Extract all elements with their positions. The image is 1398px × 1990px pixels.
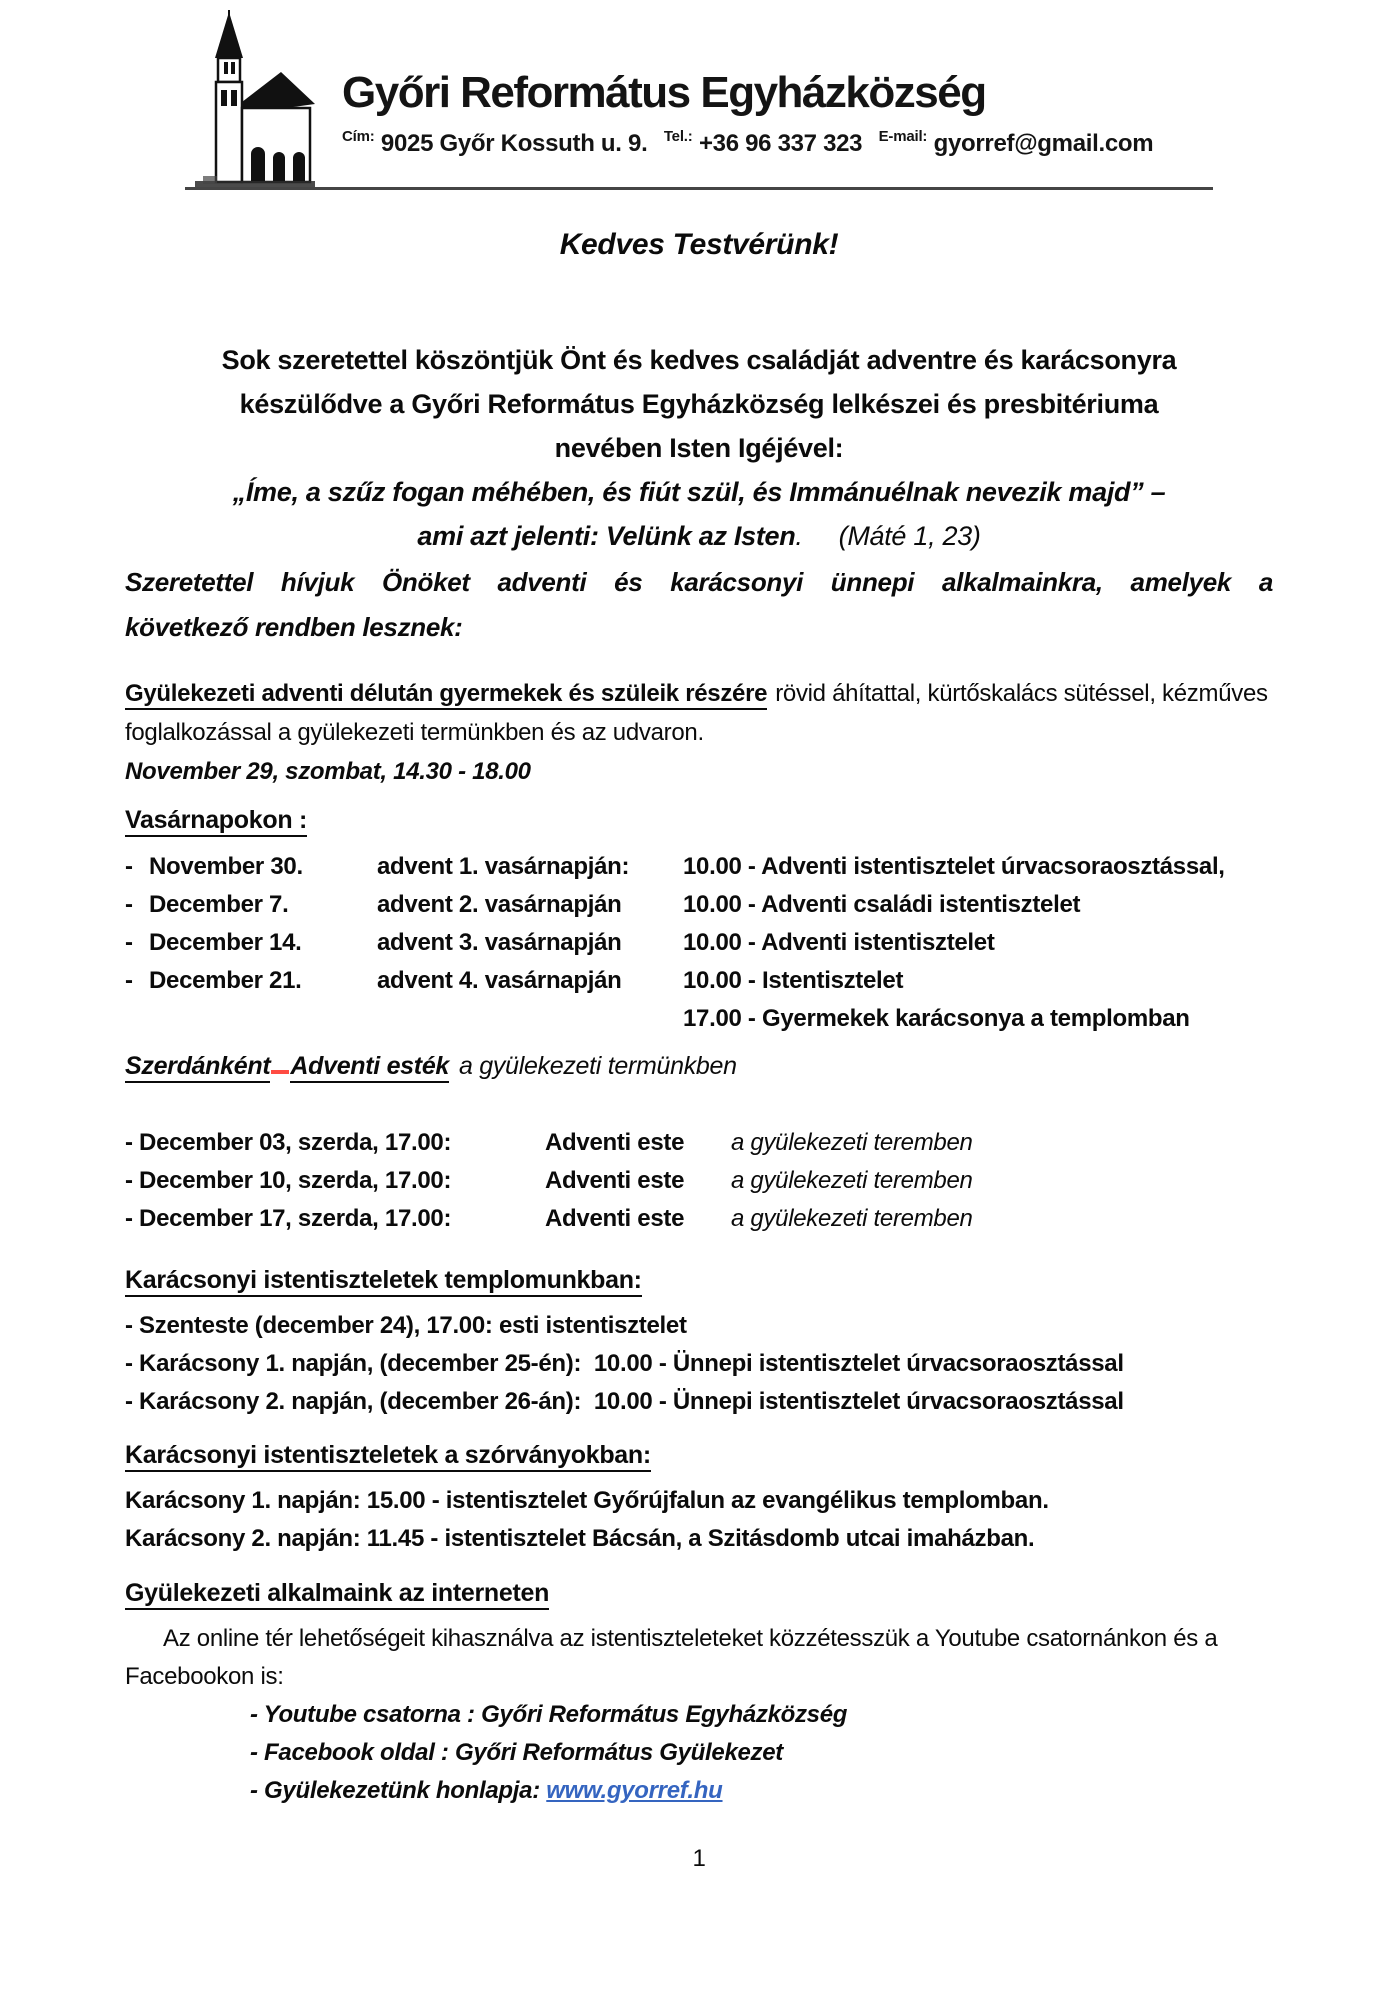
christmas-church-list bbox=[125, 1307, 1273, 1421]
wednesdays-heading-row bbox=[125, 1052, 1273, 1081]
organization-name: Győri Református Egyházközség bbox=[342, 68, 986, 117]
letterhead bbox=[185, 10, 1215, 190]
church-icon bbox=[185, 10, 320, 190]
row-event: Adventi este bbox=[545, 1129, 685, 1156]
wednesdays-heading-rest: a gyülekezeti termünkben bbox=[459, 1052, 737, 1080]
row-event: Adventi este bbox=[545, 1205, 685, 1232]
christmas-church-line: - Karácsony 2. napján, (december 26-án): 10.00 - Ünnepi istentisztelet úrvacsoraosztással bbox=[125, 1388, 1124, 1415]
wednesdays-schedule-table bbox=[125, 1124, 1273, 1238]
row-dash: - bbox=[125, 853, 133, 880]
row-date bbox=[149, 1000, 377, 1038]
invitation-paragraph bbox=[125, 560, 1273, 650]
website-item bbox=[250, 1772, 1273, 1810]
address-value: 9025 Győr Kossuth u. 9. bbox=[380, 130, 648, 157]
row-place: a gyülekezeti teremben bbox=[731, 1167, 973, 1194]
christmas-church-line: - Karácsony 1. napján, (december 25-én): 10.00 - Ünnepi istentisztelet úrvacsoraosztással bbox=[125, 1350, 1124, 1377]
sundays-heading: Vasárnapokon : bbox=[125, 806, 307, 837]
row-occasion: advent 4. vasárnapján bbox=[377, 967, 622, 994]
online-links-list bbox=[250, 1696, 1273, 1810]
row-date: - December 10, szerda, 17.00: bbox=[125, 1167, 452, 1194]
wednesdays-heading-part1: Szerdánként bbox=[125, 1052, 270, 1083]
online-section bbox=[125, 1579, 1273, 1810]
advent-afternoon-date: November 29, szombat, 14.30 - 18.00 bbox=[125, 758, 531, 785]
christmas-diaspora-section bbox=[125, 1441, 1273, 1558]
christmas-diaspora-line: Karácsony 2. napján: 11.45 - istentisztelet Bácsán, a Szitásdomb utcai imaházban. bbox=[125, 1525, 1035, 1552]
christmas-church-line: - Szenteste (december 24), 17.00: esti istentisztelet bbox=[125, 1312, 687, 1339]
row-date: - December 17, szerda, 17.00: bbox=[125, 1205, 452, 1232]
email-value: gyorref@gmail.com bbox=[933, 130, 1154, 157]
salutation: Kedves Testvérünk! bbox=[559, 228, 839, 261]
page-number: 1 bbox=[692, 1845, 706, 1872]
phone-label: Tel.: bbox=[663, 128, 693, 145]
sundays-heading-row bbox=[125, 806, 1273, 835]
row-event: 10.00 - Adventi családi istentisztelet bbox=[683, 891, 1081, 918]
intro-line: nevében Isten Igéjével: bbox=[554, 433, 844, 463]
row-event: 10.00 - Adventi istentisztelet bbox=[683, 929, 995, 956]
row-event: 17.00 - Gyermekek karácsonya a templomban bbox=[683, 1005, 1190, 1032]
header-divider bbox=[185, 187, 1213, 190]
row-dash: - bbox=[125, 967, 133, 994]
address-label: Cím: bbox=[342, 128, 375, 145]
intro-line: Sok szeretettel köszöntjük Önt és kedves családját adventre és karácsonyra bbox=[221, 345, 1177, 375]
row-place: a gyülekezeti teremben bbox=[731, 1205, 973, 1232]
scripture-reference: . (Máté 1, 23) bbox=[795, 521, 981, 551]
row-occasion bbox=[377, 1000, 683, 1038]
invitation-line: következő rendben lesznek: bbox=[125, 612, 463, 642]
sundays-schedule-table bbox=[125, 848, 1273, 1038]
scripture-quote-line2 bbox=[125, 514, 1273, 558]
row-date: November 30. bbox=[149, 853, 303, 880]
online-heading: Gyülekezeti alkalmaink az interneten bbox=[125, 1579, 549, 1610]
intro-paragraph bbox=[125, 338, 1273, 558]
invitation-line: Szeretettel hívjuk Önöket adventi és karácsonyi ünnepi alkalmainkra, amelyek a bbox=[125, 567, 1273, 597]
intro-line: készülődve a Győri Református Egyházközség lelkészei és presbitériuma bbox=[239, 389, 1159, 419]
christmas-church-section bbox=[125, 1266, 1273, 1421]
spellcheck-red-mark bbox=[271, 1070, 289, 1074]
phone-value: +36 96 337 323 bbox=[698, 130, 863, 157]
scripture-quote-meaning: ami azt jelenti: Velünk az Isten bbox=[417, 521, 796, 551]
row-dash: - bbox=[125, 929, 133, 956]
row-occasion: advent 3. vasárnapján bbox=[377, 929, 622, 956]
online-description: Az online tér lehetőségeit kihasználva az istentiszteleteket közzétesszük a Youtube csatornánkon és a Facebookon is: bbox=[125, 1625, 1218, 1690]
row-date: December 21. bbox=[149, 967, 302, 994]
contact-line bbox=[342, 128, 1163, 158]
advent-afternoon-heading: Gyülekezeti adventi délután gyermekek és szüleik részére bbox=[125, 680, 767, 710]
christmas-church-heading: Karácsonyi istentiszteletek templomunkban: bbox=[125, 1266, 642, 1297]
christmas-diaspora-line: Karácsony 1. napján: 15.00 - istentisztelet Győrújfalun az evangélikus templomban. bbox=[125, 1487, 1049, 1514]
row-place: a gyülekezeti teremben bbox=[731, 1129, 973, 1156]
advent-afternoon-description: rövid áhítattal, kürtőskalács sütéssel, kézműves foglalkozással a gyülekezeti termünkben és az udvaron. bbox=[125, 680, 1268, 746]
facebook-page-item: - Facebook oldal : Győri Református Gyülekezet bbox=[250, 1739, 783, 1766]
church-illustration bbox=[185, 10, 320, 190]
row-dash bbox=[125, 1000, 149, 1038]
row-event: 10.00 - Adventi istentisztelet úrvacsoraosztással, bbox=[683, 853, 1225, 880]
advent-afternoon-text bbox=[125, 674, 1273, 752]
row-occasion: advent 2. vasárnapján bbox=[377, 891, 622, 918]
website-link[interactable]: www.gyorref.hu bbox=[546, 1777, 723, 1804]
row-date: December 7. bbox=[149, 891, 289, 918]
scripture-quote-line1: „Íme, a szűz fogan méhében, és fiút szül, és Immánuélnak nevezik majd” – bbox=[232, 477, 1166, 507]
website-label: - Gyülekezetünk honlapja: bbox=[250, 1777, 547, 1804]
youtube-channel-item: - Youtube csatorna : Győri Református Egyházközség bbox=[250, 1701, 848, 1728]
wednesdays-heading-part2: Adventi esték bbox=[290, 1052, 449, 1083]
row-date: December 14. bbox=[149, 929, 302, 956]
christmas-diaspora-list bbox=[125, 1482, 1273, 1558]
advent-afternoon-section bbox=[125, 674, 1273, 791]
row-occasion: advent 1. vasárnapján: bbox=[377, 853, 630, 880]
christmas-diaspora-heading: Karácsonyi istentiszteletek a szórványokban: bbox=[125, 1441, 651, 1472]
email-label: E-mail: bbox=[878, 128, 928, 145]
row-event: Adventi este bbox=[545, 1167, 685, 1194]
letterhead-text bbox=[342, 10, 1163, 190]
row-date: - December 03, szerda, 17.00: bbox=[125, 1129, 452, 1156]
row-dash: - bbox=[125, 891, 133, 918]
row-event: 10.00 - Istentisztelet bbox=[683, 967, 904, 994]
